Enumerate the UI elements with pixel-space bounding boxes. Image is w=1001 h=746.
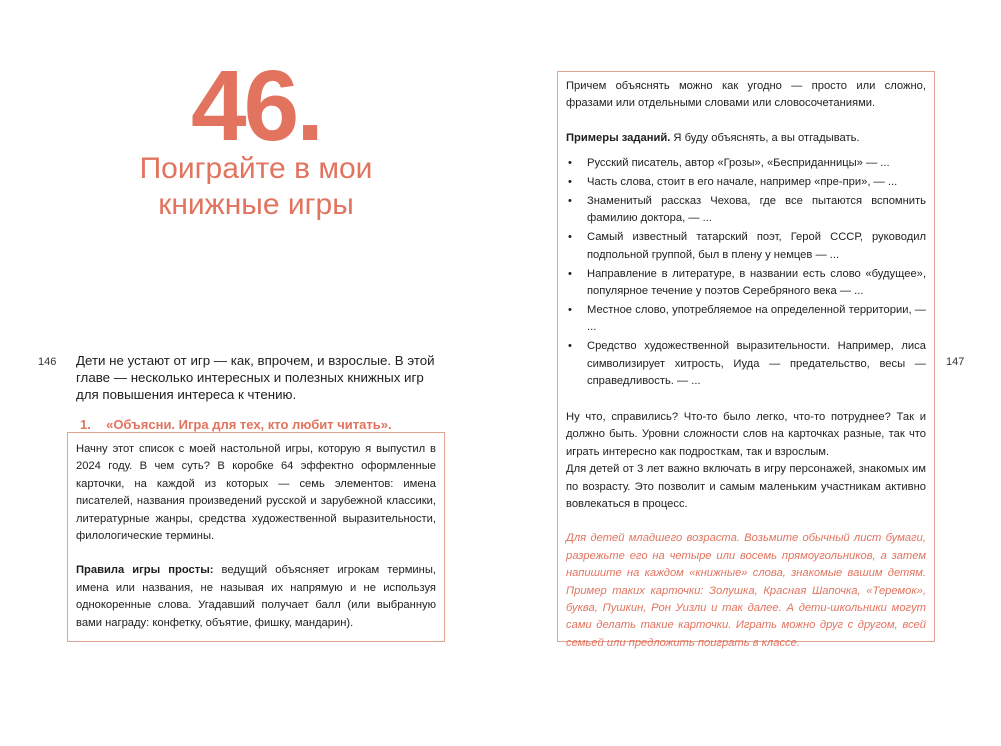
examples-text: Я буду объяснять, а вы отгадывать. xyxy=(670,131,860,144)
intro-paragraph: Дети не устают от игр — как, впрочем, и взрослые. В этой главе — несколько интересных и полезных книжных игр для повышения интереса к чтению. xyxy=(76,353,435,402)
kids-paragraph: Для детей от 3 лет важно включать в игру персонажей, знакомых им по возрасту. Это позволит и самым маленьким участникам активно вовлекаться в процесс. xyxy=(566,463,926,511)
examples-intro xyxy=(566,130,926,147)
chapter-title-line1: Поиграйте в мои xyxy=(139,152,373,185)
chapter-title xyxy=(68,151,444,223)
list-item: • Самый известный татарский поэт, Герой СССР, руководил подпольной группой, был в плену у немцев — ... xyxy=(568,231,926,261)
younger-kids-note: Для детей младшего возраста. Возьмите обычный лист бумаги, разрежьте его на четыре или восемь прямоугольников, а затем напишите на каждом «книжные» слова, знакомые вашим детям. Пример таких карточки: Золушка, Красная Шапочка, «Теремок», буква, Пушкин, Рон Уизли и так далее. А дети-школьники могут сами делать такие карточки. Играть можно друг с другом, всей семьей или предложить поиграть в классе. xyxy=(566,532,926,649)
examples-list xyxy=(566,155,926,390)
examples-label: Примеры заданий. xyxy=(566,131,671,144)
intro-paragraph-right: Причем объяснять можно как угодно — просто или сложно, фразами или отдельными словами или словосочетаниями. xyxy=(566,80,926,110)
chapter-title-line2: книжные игры xyxy=(158,188,354,221)
conclusion-paragraph: Ну что, справились? Что-то было легко, что-то потруднее? Так и должно быть. Уровни сложности слов на карточках разные, так что играть интересно как подросткам, так и взрослым. xyxy=(566,411,926,458)
rules-label: Правила игры просты: xyxy=(76,564,214,577)
game-description-box xyxy=(67,432,445,642)
rules-paragraph xyxy=(76,562,436,632)
list-item: • Направление в литературе, в названии есть слово «будущее», популярное течение у поэтов Серебряного века — ... xyxy=(568,267,926,298)
page-number-right: 147 xyxy=(946,356,965,368)
right-page xyxy=(500,0,1001,746)
section-heading xyxy=(80,417,450,432)
section-number: 1. xyxy=(80,417,91,432)
bullet-icon: • xyxy=(568,231,572,244)
bullet-icon: • xyxy=(568,303,572,316)
list-item: • Средство художественной выразительности. Например, лиса символизирует хитрость, Иуда — предательство, весы — справедливость. — ... xyxy=(568,340,926,388)
page-number-left: 146 xyxy=(38,356,57,368)
examples-box xyxy=(557,71,935,649)
chapter-number: 46. xyxy=(190,50,321,162)
bullet-icon: • xyxy=(568,195,572,208)
bullet-icon: • xyxy=(568,340,572,353)
list-item: • Часть слова, стоит в его начале, например «пре-при», — ... xyxy=(566,174,926,191)
bullet-icon: • xyxy=(568,267,572,280)
section-title: «Объясни. Игра для тех, кто любит читать». xyxy=(106,417,392,432)
list-item: • Русский писатель, автор «Грозы», «Бесприданницы» — ... xyxy=(566,155,926,172)
bullet-icon: • xyxy=(568,176,572,189)
left-page xyxy=(0,0,500,746)
rules-text: ведущий объясняет игрокам термины, имена или названия, не называя их напрямую и не используя однокоренные слова. Угадавший получает балл (или выбранную вами награду: конфетку, объятие, фишку, мандарин). xyxy=(76,564,436,629)
list-item: • Местное слово, употребляемое на определенной территории, — ... xyxy=(568,303,926,334)
bullet-icon: • xyxy=(568,157,572,170)
list-item: • Знаменитый рассказ Чехова, где все пытаются вспомнить фамилию доктора, — ... xyxy=(568,195,926,225)
box-paragraph: Начну этот список с моей настольной игры, которую я выпустил в 2024 году. В чем суть? В коробке 64 эффектно оформленные карточки, на каждой из которых — семь элементов: имена писателей, названия произведений русской и зарубежной классики, литературные жанры, средства художественной выразительности, филологические термины. xyxy=(76,443,436,543)
